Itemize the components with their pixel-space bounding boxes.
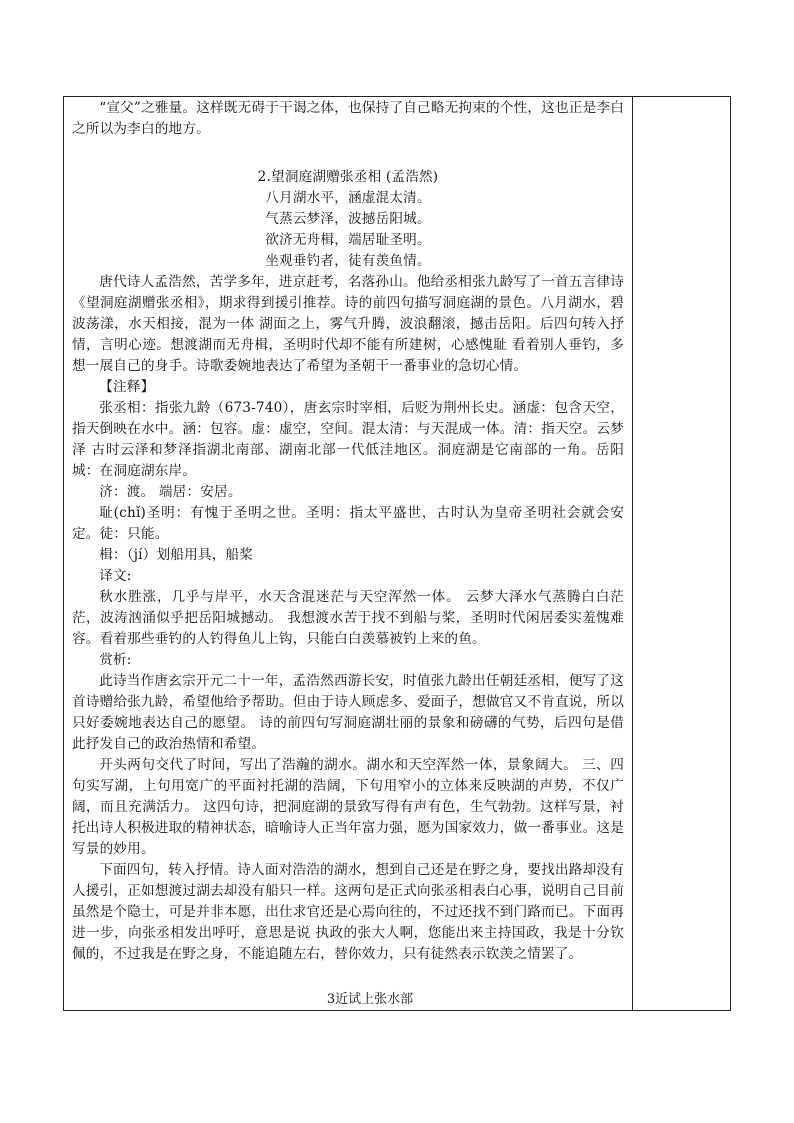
note-item: 耻(chǐ)圣明：有愧于圣明之世。圣明：指太平盛世，古时认为皇帝圣明社会就会安定。徒：只能。: [72, 505, 624, 542]
intro-tail-paragraph: “宣父”之雅量。这样既无碍于干谒之体，也保持了自己略无拘束的个性，这也正是李白之所以为李白的地方。: [72, 100, 624, 137]
poem-title: 2.望洞庭湖赠张丞相 (孟浩然): [257, 169, 439, 185]
appreciation-paragraph: 此诗当作唐玄宗开元二十一年，孟浩然西游长安，时值张九龄出任朝廷丞相，便写了这首诗赠给张九龄，希望他给予帮助。但由于诗人顾虑多、爱面子，想做官又不肯直说，所以只好委婉地表达自己的愿望。 诗的前四句写洞庭湖壮丽的景象和磅礴的气势，后四句是借此抒发自己的政治热情和希望。: [72, 673, 624, 752]
translation-heading: 译文:: [99, 568, 132, 584]
next-section-heading: [72, 991, 624, 1009]
background-paragraph: 唐代诗人孟浩然，苦学多年，进京赶考，名落孙山。他给丞相张九龄写了一首五言律诗《望洞庭湖赠张丞相》，期求得到援引推荐。诗的前四句描写洞庭湖的景色。八月湖水，碧波荡漾，水天相接，混为一体 湖面之上，雾气升腾，波浪翻滚，撼击岳阳。后四句转入抒情，言明心迹。想渡湖而无舟楫，圣明时代却不能有所建树，心感愧耻 看着别人垂钓，多想一展自己的身手。诗歌委婉地表达了希望为圣朝干一番事业的急切心情。: [72, 274, 624, 374]
poem-line: 八月湖水平，涵虚混太清。: [265, 190, 431, 206]
spacer: [72, 140, 624, 161]
translation-text: 秋水胜涨，几乎与岸平，水天含混迷茫与天空浑然一体。 云梦大泽水气蒸腾白白茫茫，波涛汹涌似乎把岳阳城撼动。 我想渡水苦于找不到船与桨，圣明时代闲居委实羞愧难容。看着那些垂钓的人钓得鱼儿上钩，只能白白羡慕被钓上来的鱼。: [72, 589, 624, 647]
poem-line: 欲济无舟楫，端居耻圣明。: [265, 232, 431, 248]
lesson-content: [72, 98, 624, 965]
table-column-divider: [632, 96, 633, 1011]
poem-line: 坐观垂钓者，徒有羡鱼情。: [265, 253, 431, 269]
notes-heading: 【注释】: [99, 379, 155, 395]
note-item: 济：渡。 端居：安居。: [99, 484, 242, 500]
note-item: 楫：（jí）划船用具，船桨: [99, 547, 254, 563]
note-item: 张丞相：指张九龄（673-740），唐玄宗时宰相，后贬为荆州长史。涵虚：包含天空，指天倒映在水中。涵：包容。虚：虚空，空间。混太清：与天混成一体。清：指天空。云梦泽 古时云泽和梦泽指湖北南部、湖南北部一代低洼地区。洞庭湖是它南部的一角。岳阳城：在洞庭湖东岸。: [72, 400, 624, 479]
poem-line: 气蒸云梦泽，波撼岳阳城。: [265, 211, 431, 227]
next-section-title: 近试上张水部: [335, 992, 414, 1007]
next-section-number: 3: [326, 992, 336, 1007]
appreciation-paragraph: 下面四句，转入抒情。诗人面对浩浩的湖水，想到自己还是在野之身，要找出路却没有人援引，正如想渡过湖去却没有船只一样。这两句是正式向张丞相表白心事，说明自己目前虽然是个隐士，可是并非本愿，出仕求官还是心焉向往的，不过还找不到门路而已。下面再进一步，向张丞相发出呼吁，意思是说 执政的张大人啊，您能出来主持国政，我是十分钦佩的，不过我是在野之身，不能追随左右，替你效力，只有徒然表示钦羡之情罢了。: [72, 862, 624, 962]
appreciation-heading: 赏析:: [99, 652, 132, 668]
appreciation-paragraph: 开头两句交代了时间，写出了浩瀚的湖水。湖水和天空浑然一体，景象阔大。 三、四句实写湖，上句用宽广的平面衬托湖的浩阔，下句用窄小的立体来反映湖的声势，不仅广阔，而且充满活力。 这四句诗，把洞庭湖的景致写得有声有色，生气勃勃。这样写景，衬托出诗人积极进取的精神状态，暗喻诗人正当年富力强，愿为国家效力，做一番事业。这是写景的妙用。: [72, 757, 624, 857]
